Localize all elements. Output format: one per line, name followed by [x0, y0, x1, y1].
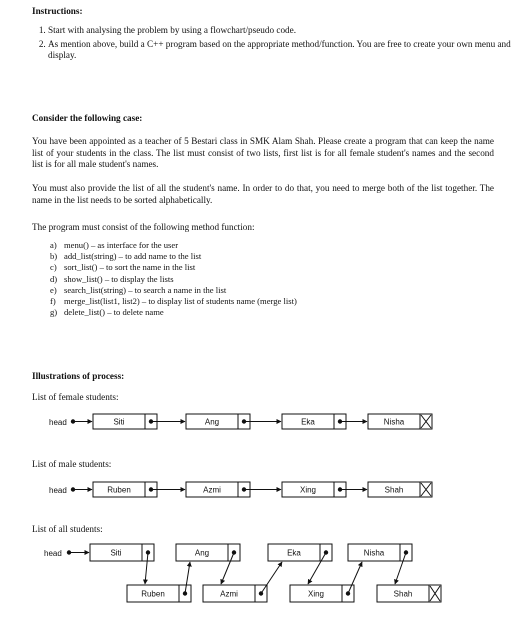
- instructions-heading: Instructions:: [32, 6, 83, 16]
- list-node: [90, 544, 154, 561]
- method-item: a) menu() – as interface for the user: [50, 240, 179, 250]
- all-list-label: List of all students:: [32, 524, 103, 534]
- instruction-item: 1. Start with analysing the problem by using a flowchart/pseudo code.: [48, 25, 513, 37]
- node-label: Nisha: [383, 417, 405, 427]
- list-node: [93, 414, 157, 429]
- instruction-item: 2. As mention above, build a C++ program based on the appropriate method/function. You are free to create your own menu and display.: [48, 39, 513, 62]
- node-label: Eka: [287, 548, 301, 558]
- male-list-label: List of male students:: [32, 459, 112, 469]
- node-label: Siti: [113, 417, 125, 427]
- method-item: d) show_list() – to display the lists: [50, 273, 174, 284]
- method-item: b) add_list(string) – to add name to the list: [50, 251, 202, 262]
- node-label: Xing: [299, 485, 317, 495]
- pointer-arrow: [261, 562, 282, 594]
- node-label: Eka: [301, 417, 315, 427]
- head-label: head: [49, 486, 67, 495]
- head-label: head: [49, 418, 67, 427]
- method-item: c) sort_list() – to sort the name in the list: [50, 262, 196, 273]
- method-item: e) search_list(string) – to search a name in the list: [50, 284, 227, 295]
- node-label: Shah: [393, 589, 413, 599]
- node-label: Ang: [204, 417, 220, 427]
- node-label: Azmi: [220, 589, 238, 599]
- method-item: g) delete_list() – to delete name: [50, 307, 164, 318]
- methods-intro: The program must consist of the following method function:: [32, 222, 255, 232]
- method-item: f) merge_list(list1, list2) – to display list of students name (merge list): [50, 296, 297, 307]
- node-label: Xing: [307, 589, 325, 599]
- case-heading: Consider the following case:: [32, 113, 143, 123]
- illustrations-heading: Illustrations of process:: [32, 371, 125, 381]
- node-label: Ang: [194, 548, 210, 558]
- node-label: Siti: [110, 548, 122, 558]
- node-label: Ruben: [141, 589, 165, 599]
- female-list-label: List of female students:: [32, 392, 119, 402]
- node-label: Shah: [384, 485, 404, 495]
- case-paragraph: You must also provide the list of all the student's name. In order to do that, you need to merge both of the list together. The name in the list needs to be sorted alphabetically.: [32, 183, 494, 205]
- head-label: head: [44, 549, 62, 558]
- node-label: Azmi: [203, 485, 221, 495]
- node-label: Nisha: [363, 548, 385, 558]
- case-paragraph: You have been appointed as a teacher of 5 Bestari class in SMK Alam Shah. Please create a program that can keep the name list of your students in the class. The list must consist of two lists, first list is for all female student's names and the second list is for all male student's names.: [32, 136, 494, 169]
- pointer-arrow: [348, 562, 362, 594]
- node-label: Ruben: [107, 485, 131, 495]
